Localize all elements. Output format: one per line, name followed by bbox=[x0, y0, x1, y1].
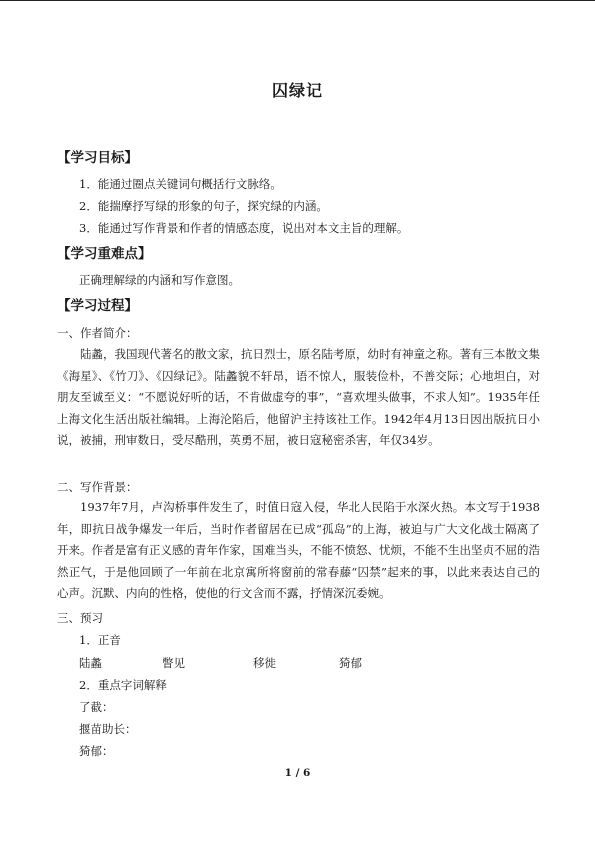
goal-item-1: 1．能通过圈点关键词句概括行文脉络。 bbox=[79, 177, 282, 191]
goal-item-3: 3．能通过写作背景和作者的情感态度，说出对本文主旨的理解。 bbox=[79, 221, 409, 235]
background-text: 1937年7月，卢沟桥事件发生了，时值日寇入侵，华北人民陷于水深火热。本文写于1938年，即抗日战争爆发一年后，当时作者留居在已成“孤岛”的上海，被迫与广大文化战士隔离了开来。作者是富有正义感的青年作家，国难当头，不能不愤怒、忧烦，不能不生出坚贞不屈的浩然正气，于是他回顾了一年前在北京寓所将窗前的常春藤“囚禁”起来的事，以此来表达自己的心声。沉默、内向的性格，使他的行文含而不露，抒情深沉委婉。 bbox=[57, 500, 540, 601]
vocab-item-2: 揠苗助长： bbox=[79, 722, 137, 736]
keypoints-text: 正确理解绿的内涵和写作意图。 bbox=[79, 273, 240, 287]
pronunciation-word-2: 瞥见 bbox=[162, 656, 185, 670]
page-number: 1 / 6 bbox=[284, 767, 311, 779]
author-heading: 一、作者简介： bbox=[57, 326, 138, 340]
vocab-label: 2．重点字词解释 bbox=[79, 678, 167, 692]
page-top-border bbox=[0, 0, 595, 1]
process-heading: 【学习过程】 bbox=[57, 298, 138, 314]
vocab-item-1: 了截： bbox=[79, 700, 114, 714]
keypoints-heading: 【学习重难点】 bbox=[57, 246, 152, 262]
pronunciation-word-4: 猗郁 bbox=[339, 656, 362, 670]
author-paragraph bbox=[57, 344, 540, 452]
author-text: 陆蠡，我国现代著名的散文家，抗日烈士，原名陆考原，幼时有神童之称。著有三本散文集《海星》、《竹刀》、《囚绿记》。陆蠡貌不轩昂，语不惊人，服装俭朴，不善交际；心地坦白，对朋友至诚至义：“不愿说好听的话，不肯做虚夸的事”，“喜欢埋头做事，不求人知”。1935年任上海文化生活出版社编辑。上海沦陷后，他留沪主持该社工作。1942年4月13日因出版抗日小说，被捕，刑审数日，受尽酷刑，英勇不屈，被日寇秘密杀害，年仅34岁。 bbox=[57, 347, 540, 448]
pronunciation-word-1: 陆蠡 bbox=[79, 656, 102, 670]
pronunciation-label: 1．正音 bbox=[79, 633, 121, 647]
page-title: 囚绿记 bbox=[271, 81, 323, 100]
goals-heading: 【学习目标】 bbox=[57, 150, 138, 166]
background-heading: 二、写作背景： bbox=[57, 480, 138, 494]
preview-heading: 三、预习 bbox=[57, 611, 103, 625]
goal-item-2: 2．能揣摩抒写绿的形象的句子，探究绿的内涵。 bbox=[79, 199, 328, 213]
background-paragraph bbox=[57, 497, 540, 605]
vocab-item-3: 猗郁： bbox=[79, 744, 114, 758]
pronunciation-word-3: 移徙 bbox=[253, 656, 276, 670]
